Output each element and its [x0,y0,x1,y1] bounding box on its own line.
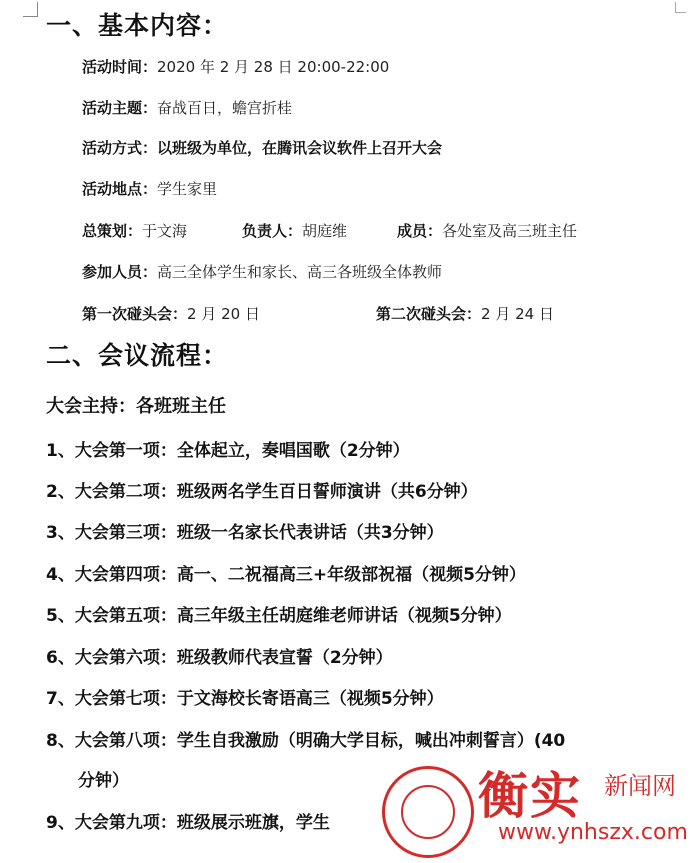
info-planner-label: 总策划： [82,222,143,240]
school-seal-icon [382,766,474,858]
info-leader-value: 胡庭维 [302,222,348,240]
info-members-value: 各处室及高三班主任 [442,222,578,240]
watermark-news: 新闻网 [604,772,676,800]
info-mode-label: 活动方式： [82,139,158,157]
agenda-item: 2、大会第二项：班级两名学生百日誓师演讲（共6分钟） [46,482,478,502]
info-meet1-value: 2 月 20 日 [187,305,260,323]
info-time-value: 2020 年 2 月 28 日 20:00-22:00 [157,58,390,76]
info-theme-value: 奋战百日，蟾宫折桂 [157,99,293,117]
info-participants [82,261,442,282]
agenda-item: 6、大会第六项：班级教师代表宣誓（2分钟） [46,648,393,668]
info-place-value: 学生家里 [157,180,218,198]
info-members-label: 成员： [397,222,443,240]
info-time [82,56,389,77]
agenda-item: 8、大会第八项：学生自我激励（明确大学目标，喊出冲刺誓言）(40 [46,731,566,751]
info-theme-label: 活动主题： [82,99,158,117]
info-meet2-label: 第二次碰头会： [376,305,482,323]
agenda-item: 3、大会第三项：班级一名家长代表讲话（共3分钟） [46,523,444,543]
section-heading-process: 二、会议流程： [46,341,229,370]
agenda-item: 5、大会第五项：高三年级主任胡庭维老师讲话（视频5分钟） [46,606,512,626]
info-staff [82,220,577,241]
watermark-brand: 衡实 [478,766,582,825]
watermark-url: www.ynhszx.com [498,820,688,845]
info-place [82,178,217,199]
info-mode [82,137,442,158]
host-line: 大会主持：各班班主任 [46,396,226,417]
info-theme [82,97,292,118]
info-participants-label: 参加人员： [82,263,158,281]
info-planner-value: 于文海 [142,222,188,240]
agenda-item: 7、大会第七项：于文海校长寄语高三（视频5分钟） [46,689,444,709]
info-time-label: 活动时间： [82,58,158,76]
section-heading-basic: 一、基本内容： [46,11,229,40]
agenda-item: 4、大会第四项：高一、二祝福高三+年级部祝福（视频5分钟） [46,565,526,585]
agenda-item-continuation: 分钟） [78,771,129,791]
info-meetings [82,303,554,324]
agenda-item: 9、大会第九项：班级展示班旗，学生 [46,813,330,833]
watermark [382,756,700,863]
info-meet2-value: 2 月 24 日 [481,305,554,323]
agenda-item: 1、大会第一项：全体起立，奏唱国歌（2分钟） [46,441,410,461]
margin-corner-mark [23,2,38,17]
margin-corner-mark-right [675,2,686,13]
info-meet1-label: 第一次碰头会： [82,305,188,323]
info-leader-label: 负责人： [242,222,303,240]
info-place-label: 活动地点： [82,180,158,198]
info-mode-value: 以班级为单位，在腾讯会议软件上召开大会 [157,139,443,157]
info-participants-value: 高三全体学生和家长、高三各班级全体教师 [157,263,443,281]
